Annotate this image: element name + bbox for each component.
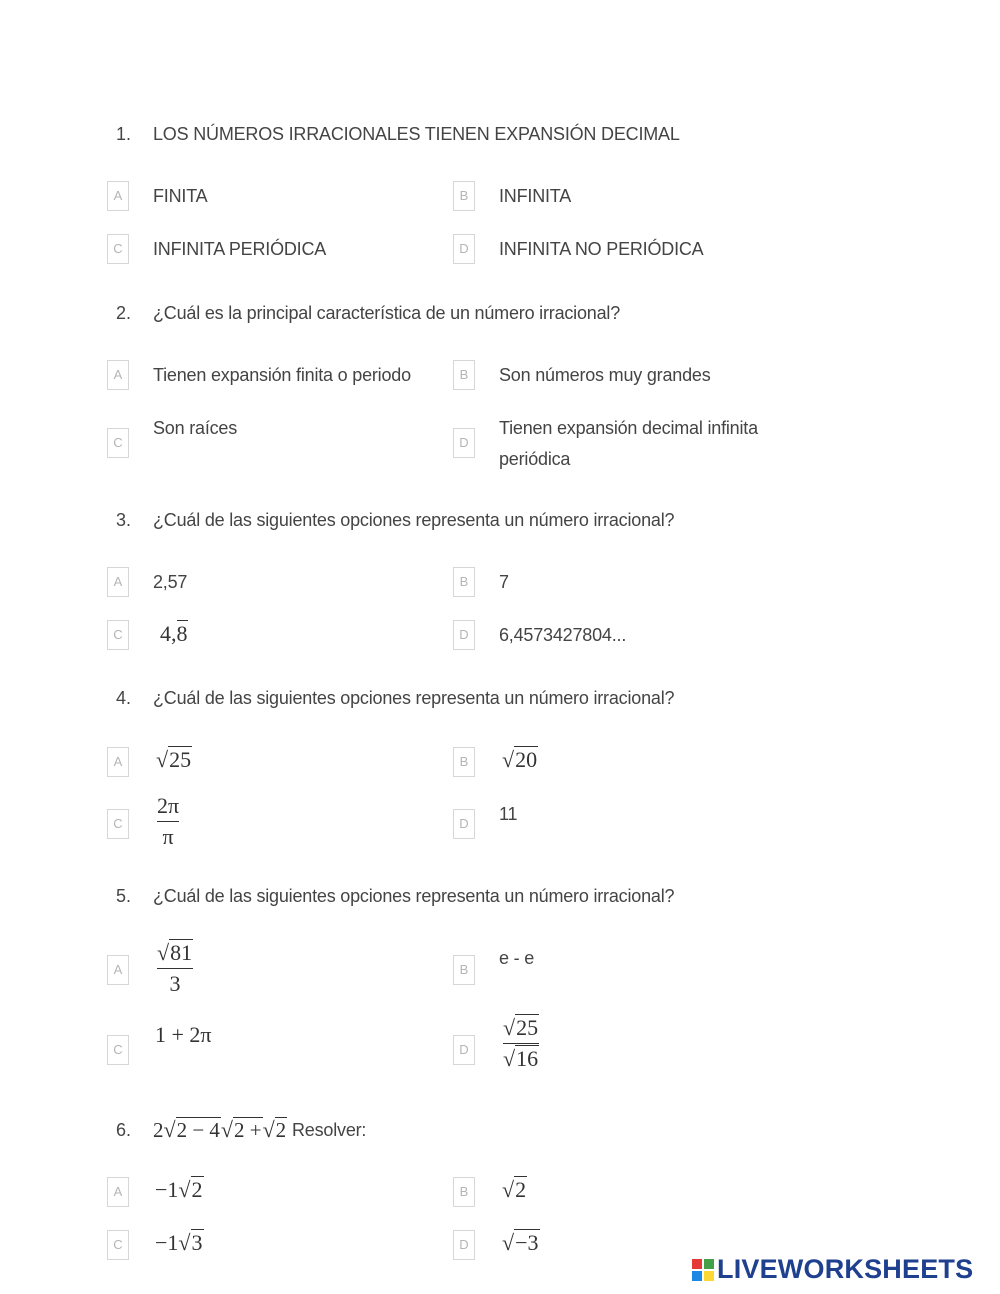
q5-option-b[interactable]: e - e bbox=[499, 948, 535, 968]
numerator: 2π bbox=[157, 793, 180, 818]
option-letter-a[interactable]: A bbox=[107, 360, 129, 390]
question-4-number: 4. bbox=[116, 688, 132, 708]
q6-option-b[interactable] bbox=[502, 1177, 527, 1203]
radicand: 2 bbox=[275, 1118, 287, 1142]
logo-blocks-icon bbox=[692, 1259, 714, 1281]
sqrt-symbol: √ bbox=[163, 1117, 176, 1142]
logo-block-yellow bbox=[704, 1271, 714, 1281]
q5-option-a[interactable] bbox=[157, 940, 193, 997]
logo-block-green bbox=[704, 1259, 714, 1269]
option-letter-d[interactable]: D bbox=[453, 1230, 475, 1260]
q1-option-d[interactable]: INFINITA NO PERIÓDICA bbox=[499, 239, 704, 259]
option-letter-a[interactable]: A bbox=[107, 181, 129, 211]
q3-option-c[interactable] bbox=[160, 621, 188, 647]
q3-option-a[interactable]: 2,57 bbox=[153, 572, 188, 592]
question-4-text: ¿Cuál de las siguientes opciones representa un número irracional? bbox=[153, 688, 675, 708]
option-letter-c[interactable]: C bbox=[107, 809, 129, 839]
q2-option-d-line1[interactable]: Tienen expansión decimal infinita bbox=[499, 418, 758, 438]
question-3-text: ¿Cuál de las siguientes opciones representa un número irracional? bbox=[153, 510, 675, 530]
radicand: 2 bbox=[191, 1177, 203, 1202]
question-2-text: ¿Cuál es la principal característica de un número irracional? bbox=[153, 303, 621, 323]
q3-option-c-integer: 4, bbox=[160, 621, 177, 646]
question-6-resolve-label: Resolver: bbox=[292, 1120, 367, 1140]
option-letter-b[interactable]: B bbox=[453, 360, 475, 390]
radicand: 20 bbox=[515, 747, 538, 772]
sqrt-symbol: √ bbox=[156, 747, 169, 772]
sqrt-symbol: √ bbox=[220, 1117, 233, 1142]
option-letter-d[interactable]: D bbox=[453, 234, 475, 264]
radicand: 81 bbox=[170, 940, 193, 965]
sqrt-symbol: √ bbox=[503, 1015, 516, 1040]
q6-option-d[interactable] bbox=[502, 1230, 540, 1256]
question-6-number: 6. bbox=[116, 1120, 132, 1140]
radicand: 25 bbox=[516, 1015, 539, 1040]
liveworksheets-logo[interactable] bbox=[692, 1254, 973, 1285]
q5-option-c[interactable]: 1 + 2π bbox=[155, 1022, 212, 1047]
radicand: 16 bbox=[516, 1046, 539, 1071]
option-letter-d[interactable]: D bbox=[453, 809, 475, 839]
option-letter-c[interactable]: C bbox=[107, 234, 129, 264]
radicand: 2 + bbox=[234, 1118, 262, 1142]
question-2-number: 2. bbox=[116, 303, 132, 323]
radicand: 2 − 4 bbox=[176, 1118, 220, 1142]
option-letter-a[interactable]: A bbox=[107, 567, 129, 597]
q4-option-b[interactable] bbox=[502, 747, 538, 773]
question-5-number: 5. bbox=[116, 886, 132, 906]
q6-option-c[interactable] bbox=[155, 1230, 204, 1256]
coefficient: −1 bbox=[155, 1230, 179, 1255]
q1-option-a[interactable]: FINITA bbox=[153, 186, 208, 206]
sqrt-symbol: √ bbox=[157, 940, 170, 965]
option-letter-b[interactable]: B bbox=[453, 567, 475, 597]
option-letter-a[interactable]: A bbox=[107, 1177, 129, 1207]
sqrt-symbol: √ bbox=[502, 1230, 515, 1255]
option-letter-c[interactable]: C bbox=[107, 1230, 129, 1260]
q4-option-c[interactable] bbox=[157, 793, 179, 850]
option-letter-a[interactable]: A bbox=[107, 955, 129, 985]
question-6-expression bbox=[153, 1117, 287, 1143]
option-letter-d[interactable]: D bbox=[453, 1035, 475, 1065]
fraction-bar bbox=[503, 1043, 539, 1044]
option-letter-c[interactable]: C bbox=[107, 620, 129, 650]
q3-option-d[interactable]: 6,4573427804... bbox=[499, 625, 627, 645]
option-letter-a[interactable]: A bbox=[107, 747, 129, 777]
q2-option-a[interactable]: Tienen expansión finita o periodo bbox=[153, 365, 411, 385]
q4-option-d[interactable]: 11 bbox=[499, 804, 518, 824]
radicand: 2 bbox=[515, 1177, 527, 1202]
option-letter-b[interactable]: B bbox=[453, 181, 475, 211]
q1-option-c[interactable]: INFINITA PERIÓDICA bbox=[153, 239, 327, 259]
option-letter-c[interactable]: C bbox=[107, 1035, 129, 1065]
q4-option-a[interactable] bbox=[156, 747, 192, 773]
sqrt-symbol: √ bbox=[502, 747, 515, 772]
brand-name: LIVEWORKSHEETS bbox=[717, 1254, 974, 1284]
option-letter-d[interactable]: D bbox=[453, 620, 475, 650]
denominator: 3 bbox=[169, 971, 181, 996]
logo-block-red bbox=[692, 1259, 702, 1269]
question-1-number: 1. bbox=[116, 124, 132, 144]
option-letter-b[interactable]: B bbox=[453, 955, 475, 985]
sqrt-symbol: √ bbox=[503, 1046, 516, 1071]
q6-option-a[interactable] bbox=[155, 1177, 204, 1203]
option-letter-b[interactable]: B bbox=[453, 747, 475, 777]
q2-option-b[interactable]: Son números muy grandes bbox=[499, 365, 711, 385]
sqrt-symbol: √ bbox=[178, 1230, 191, 1255]
q2-option-d-line2[interactable]: periódica bbox=[499, 449, 571, 469]
option-letter-d[interactable]: D bbox=[453, 428, 475, 458]
radicand: 25 bbox=[169, 747, 192, 772]
radicand: −3 bbox=[515, 1230, 539, 1255]
q5-option-d[interactable] bbox=[503, 1015, 539, 1072]
term: 2 bbox=[153, 1118, 164, 1142]
question-3-number: 3. bbox=[116, 510, 132, 530]
radicand: 3 bbox=[191, 1230, 203, 1255]
q2-option-c[interactable]: Son raíces bbox=[153, 418, 238, 438]
q3-option-b[interactable]: 7 bbox=[499, 572, 509, 592]
fraction-bar bbox=[157, 968, 193, 969]
logo-block-blue bbox=[692, 1271, 702, 1281]
coefficient: −1 bbox=[155, 1177, 179, 1202]
q3-option-c-repeating: 8 bbox=[176, 621, 188, 646]
sqrt-symbol: √ bbox=[262, 1117, 275, 1142]
question-5-text: ¿Cuál de las siguientes opciones representa un número irracional? bbox=[153, 886, 675, 906]
option-letter-c[interactable]: C bbox=[107, 428, 129, 458]
sqrt-symbol: √ bbox=[178, 1177, 191, 1202]
question-1-text: LOS NÚMEROS IRRACIONALES TIENEN EXPANSIÓN DECIMAL bbox=[153, 124, 680, 144]
option-letter-b[interactable]: B bbox=[453, 1177, 475, 1207]
sqrt-symbol: √ bbox=[502, 1177, 515, 1202]
fraction-bar bbox=[157, 821, 179, 822]
denominator: π bbox=[162, 824, 174, 849]
q1-option-b[interactable]: INFINITA bbox=[499, 186, 572, 206]
